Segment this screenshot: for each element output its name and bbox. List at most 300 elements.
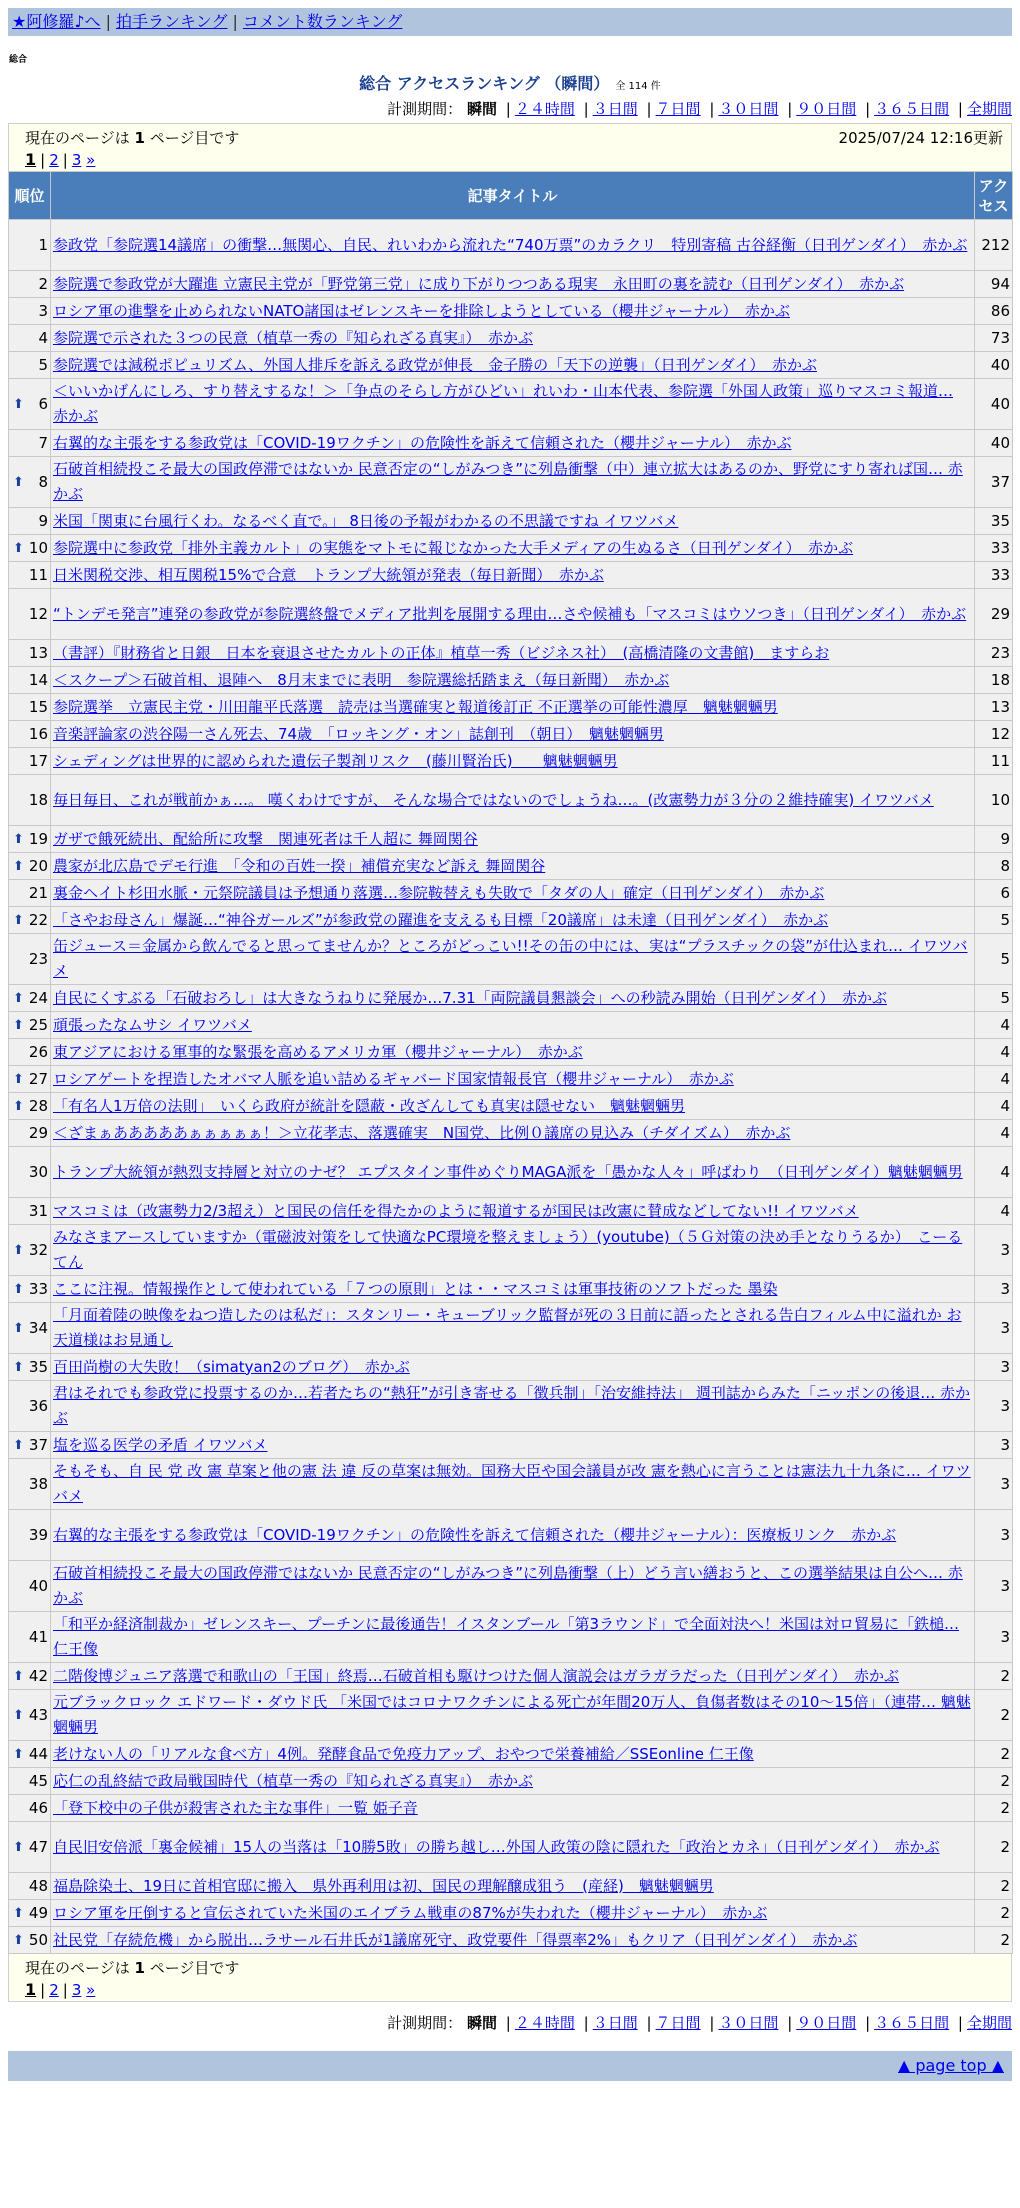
title-cell <box>51 1303 975 1354</box>
access-count: 8 <box>975 853 1013 880</box>
article-title-link[interactable]: 頑張ったなムサシ イワツバメ <box>53 1015 252 1034</box>
access-count: 3 <box>975 1432 1013 1459</box>
top-navigation-bar <box>8 8 1012 36</box>
page-current: 1 <box>25 150 37 169</box>
title-cell <box>51 880 975 907</box>
article-title-link[interactable]: 「登下校中の子供が殺害された主な事件」一覧 姫子音 <box>53 1798 418 1817</box>
access-count: 3 <box>975 1612 1013 1663</box>
up-arrow-icon: ⬆ <box>13 474 24 490</box>
period-current: 瞬間 <box>466 2014 497 2032</box>
rank-cell <box>9 1612 51 1663</box>
period-link-7d[interactable]: ７日間 <box>655 2014 701 2032</box>
article-title-link[interactable]: ＜いいかげんにしろ、すり替えするな！＞「争点のそらし方がひどい」れいわ・山本代表、参院選「外国人政策」巡りマスコミ報道… 赤かぶ <box>53 382 954 425</box>
title-cell <box>51 1741 975 1768</box>
rank-cell <box>9 1561 51 1612</box>
access-count: 212 <box>975 220 1013 271</box>
article-title-link[interactable]: 老けない人の「リアルな食べ方」4例。発酵食品で免疫力アップ、おやつで栄養補給／SSEonline 仁王像 <box>53 1744 754 1763</box>
rank-cell <box>9 1927 51 1954</box>
rank-cell <box>9 535 51 562</box>
article-title-link[interactable]: ＜スクープ＞石破首相、退陣へ 8月末までに表明 参院選総括踏まえ（毎日新聞） 赤かぶ <box>53 670 670 689</box>
access-count: 4 <box>975 1012 1013 1039</box>
table-row <box>9 694 1013 721</box>
separator: | <box>232 12 238 31</box>
article-title-link[interactable]: 石破首相続投こそ最大の国政停滞ではないか 民意否定の“しがみつき”に列島衝撃（中）連立拡大はあるのか、野党にすり寄れば国… 赤かぶ <box>53 460 963 503</box>
rank-number: 17 <box>28 751 48 770</box>
table-row <box>9 1927 1013 1954</box>
table-row <box>9 1354 1013 1381</box>
table-row <box>9 1795 1013 1822</box>
rank-number: 24 <box>28 988 48 1007</box>
rank-number: 37 <box>28 1435 48 1454</box>
rank-cell <box>9 1510 51 1561</box>
rank-cell <box>9 1690 51 1741</box>
rank-cell <box>9 589 51 640</box>
table-row <box>9 1012 1013 1039</box>
rank-number: 42 <box>28 1666 48 1685</box>
article-title-link[interactable]: 参院選で参政党が大躍進 立憲民主党が「野党第三党」に成り下がりつつある現実 永田町の裏を読む（日刊ゲンダイ） 赤かぶ <box>53 274 905 293</box>
access-count: 3 <box>975 1354 1013 1381</box>
comment-ranking-link[interactable]: コメント数ランキング <box>242 12 403 31</box>
table-row <box>9 1822 1013 1873</box>
period-link-24h[interactable]: ２４時間 <box>514 100 575 118</box>
table-row <box>9 934 1013 985</box>
title-cell <box>51 457 975 508</box>
table-row <box>9 721 1013 748</box>
title-cell <box>51 1900 975 1927</box>
article-title-link[interactable]: 参院選挙 立憲民主党・川田龍平氏落選 読売は当選確実と報道後訂正 不正選挙の可能性濃厚 魑魅魍魎男 <box>53 697 778 716</box>
title-cell <box>51 748 975 775</box>
up-arrow-icon: ⬆ <box>13 858 24 874</box>
rank-number: 36 <box>28 1396 48 1415</box>
rank-cell <box>9 1147 51 1198</box>
rank-number: 8 <box>38 472 48 491</box>
article-title-link[interactable]: みなさまアースしていますか（電磁波対策をして快適なPC環境を整えましょう）(youtube)（５Ｇ対策の決め手となりうるか） こーるてん <box>53 1228 963 1271</box>
article-title-link[interactable]: 社民党「存続危機」から脱出…ラサール石井氏が1議席死守、政党要件「得票率2%」もクリア（日刊ゲンダイ） 赤かぶ <box>53 1930 858 1949</box>
article-title-link[interactable]: 参院選で示された３つの民意（植草一秀の『知られざる真実』） 赤かぶ <box>53 328 534 347</box>
table-row <box>9 589 1013 640</box>
title-cell <box>51 562 975 589</box>
table-row <box>9 1612 1013 1663</box>
article-title-link[interactable]: 農家が北広島でデモ行進 「令和の百姓一揆」補償充実など訴え 舞岡関谷 <box>53 856 546 875</box>
rank-cell <box>9 1303 51 1354</box>
title-cell <box>51 1873 975 1900</box>
rank-cell <box>9 1768 51 1795</box>
table-row <box>9 1198 1013 1225</box>
rank-cell <box>9 562 51 589</box>
article-title-link[interactable]: 缶ジュース＝金属から飲んでると思ってませんか？ところがどっこい!!その缶の中には、実は“プラスチックの袋”が仕込まれ… イワツバメ <box>53 937 968 980</box>
article-title-link[interactable]: 自民旧安倍派「裏金候補」15人の当落は「10勝5敗」の勝ち越し…外国人政策の陰に隠れた「政治とカネ」（日刊ゲンダイ） 赤かぶ <box>53 1837 940 1856</box>
article-title-link[interactable]: そもそも、自 民 党 改 憲 草案と他の憲 法 違 反の草案は無効。国務大臣や国会議員が改 憲を熱心に言うことは憲法九十九条に… イワツバメ <box>53 1462 971 1505</box>
access-count: 6 <box>975 880 1013 907</box>
rank-cell <box>9 1225 51 1276</box>
access-count: 4 <box>975 1147 1013 1198</box>
period-link-30d[interactable]: ３０日間 <box>718 100 779 118</box>
title-cell <box>51 721 975 748</box>
article-title-link[interactable]: ロシア軍の進撃を止められないNATO諸国はゼレンスキーを排除しようとしている（櫻井ジャーナル） 赤かぶ <box>53 301 790 320</box>
article-title-link[interactable]: 「さやお母さん」爆誕…“神谷ガールズ”が参政党の躍進を支えるも目標「20議席」は未達（日刊ゲンダイ） 赤かぶ <box>53 910 829 929</box>
up-arrow-icon: ⬆ <box>13 1932 24 1948</box>
period-link-90d[interactable]: ９０日間 <box>796 100 857 118</box>
rank-number: 49 <box>28 1903 48 1922</box>
access-count: 29 <box>975 589 1013 640</box>
page-link-3[interactable]: 3 <box>71 1981 82 1999</box>
rank-cell <box>9 1012 51 1039</box>
rank-number: 22 <box>28 910 48 929</box>
rank-cell <box>9 853 51 880</box>
up-arrow-icon: ⬆ <box>13 1071 24 1087</box>
rank-cell <box>9 325 51 352</box>
access-count: 2 <box>975 1795 1013 1822</box>
access-count: 3 <box>975 1276 1013 1303</box>
rank-cell <box>9 826 51 853</box>
next-page-link[interactable]: » <box>86 151 96 169</box>
rank-cell <box>9 1354 51 1381</box>
rank-cell <box>9 1039 51 1066</box>
article-title-link[interactable]: 日米関税交渉、相互関税15%で合意 トランプ大統領が発表（毎日新聞） 赤かぶ <box>53 565 604 584</box>
rank-number: 15 <box>28 697 48 716</box>
table-row <box>9 1561 1013 1612</box>
article-title-link[interactable]: 君はそれでも参政党に投票するのか…若者たちの“熱狂”が引き寄せる「徴兵制」「治安維持法」 週刊誌からみた「ニッポンの後退… 赤かぶ <box>53 1384 970 1427</box>
rank-cell <box>9 430 51 457</box>
title-cell <box>51 1822 975 1873</box>
article-title-link[interactable]: 米国「関東に台風行くわ。なるべく直で。」 8日後の予報がわかるの不思議ですね イワツバメ <box>53 511 679 530</box>
table-row <box>9 907 1013 934</box>
up-arrow-icon: ⬆ <box>13 1017 24 1033</box>
title-cell <box>51 775 975 826</box>
rank-cell <box>9 880 51 907</box>
page-link-2[interactable]: 2 <box>49 151 59 169</box>
access-count: 4 <box>975 1120 1013 1147</box>
access-count: 37 <box>975 457 1013 508</box>
title-cell <box>51 430 975 457</box>
access-count: 4 <box>975 1198 1013 1225</box>
rank-cell <box>9 352 51 379</box>
rank-number: 1 <box>38 235 48 254</box>
table-row <box>9 535 1013 562</box>
table-row <box>9 1276 1013 1303</box>
rank-number: 18 <box>28 790 48 809</box>
access-count: 2 <box>975 1900 1013 1927</box>
page-current: 1 <box>25 1980 37 1999</box>
title-cell <box>51 1795 975 1822</box>
up-arrow-icon: ⬆ <box>13 1707 24 1723</box>
period-link-365d[interactable]: ３６５日間 <box>874 2014 950 2032</box>
period-link-all[interactable]: 全期間 <box>966 100 1012 118</box>
up-arrow-icon: ⬆ <box>13 1098 24 1114</box>
article-title-link[interactable]: 自民にくすぶる「石破おろし」は大きなうねりに発展か…7.31「両院議員懇談会」への秒読み開始（日刊ゲンダイ） 赤かぶ <box>53 988 887 1007</box>
title-cell <box>51 1432 975 1459</box>
rank-cell <box>9 1066 51 1093</box>
home-link[interactable]: ★阿修羅♪へ <box>12 12 101 31</box>
period-link-3d[interactable]: ３日間 <box>592 2014 638 2032</box>
access-count: 3 <box>975 1561 1013 1612</box>
title-cell <box>51 1147 975 1198</box>
rank-number: 44 <box>28 1744 48 1763</box>
article-title-link[interactable]: 裏金ヘイト杉田水脈・元祭院議員は予想通り落選…参院鞍替えも失敗で「タダの人」確定（日刊ゲンダイ） 赤かぶ <box>53 883 825 902</box>
rank-number: 29 <box>28 1123 48 1142</box>
period-link-24h[interactable]: ２４時間 <box>514 2014 575 2032</box>
separator: | <box>105 12 111 31</box>
rank-cell <box>9 1276 51 1303</box>
rank-cell <box>9 1120 51 1147</box>
rank-number: 13 <box>28 643 48 662</box>
rank-number: 6 <box>38 394 48 413</box>
table-row <box>9 1873 1013 1900</box>
title-cell <box>51 1381 975 1432</box>
rank-number: 35 <box>28 1357 48 1376</box>
title-cell <box>51 1927 975 1954</box>
access-count: 5 <box>975 985 1013 1012</box>
table-row <box>9 1432 1013 1459</box>
page-top-link[interactable]: ▲ page top ▲ <box>897 2056 1004 2075</box>
period-current: 瞬間 <box>466 100 497 118</box>
title-cell <box>51 694 975 721</box>
rank-number: 21 <box>28 883 48 902</box>
article-title-link[interactable]: 「有名人1万倍の法則」 いくら政府が統計を隠蔽・改ざんしても真実は隠せない 魑魅魍魎男 <box>53 1096 686 1115</box>
title-cell <box>51 1276 975 1303</box>
title-cell <box>51 271 975 298</box>
access-count: 2 <box>975 1873 1013 1900</box>
access-count: 12 <box>975 721 1013 748</box>
rank-number: 31 <box>28 1201 48 1220</box>
pager-bottom <box>8 1954 1012 2002</box>
page-title-text: 総合 アクセスランキング （瞬間） <box>359 74 610 93</box>
article-title-link[interactable]: 福島除染土、19日に首相官邸に搬入 県外再利用は初、国民の理解醸成狙う (産経) 魑魅魍魎男 <box>53 1876 714 1895</box>
rank-cell <box>9 1432 51 1459</box>
title-cell <box>51 325 975 352</box>
article-title-link[interactable]: ロシア軍を圧倒すると宣伝されていた米国のエイブラム戦車の87%が失われた（櫻井ジャーナル） 赤かぶ <box>53 1903 768 1922</box>
up-arrow-icon: ⬆ <box>13 1905 24 1921</box>
article-title-link[interactable]: 塩を巡る医学の矛盾 イワツバメ <box>53 1435 268 1454</box>
table-row <box>9 985 1013 1012</box>
rank-number: 41 <box>28 1627 48 1646</box>
title-cell <box>51 1612 975 1663</box>
period-label: 計測期間： <box>387 100 463 118</box>
article-title-link[interactable]: 右翼的な主張をする参政党は「COVID-19ワクチン」の危険性を訴えて信頼された（櫻井ジャーナル） 赤かぶ <box>53 433 792 452</box>
rank-cell <box>9 1093 51 1120</box>
rank-cell <box>9 694 51 721</box>
article-title-link[interactable]: ガザで餓死続出、配給所に攻撃 関連死者は千人超に 舞岡関谷 <box>53 829 478 848</box>
rank-number: 3 <box>38 301 48 320</box>
article-title-link[interactable]: 元ブラックロック エドワード・ダウド氏 「米国ではコロナワクチンによる死亡が年間20万人、負傷者数はその10～15倍」（連帯… 魑魅魍魎男 <box>53 1693 971 1736</box>
col-header-rank: 順位 <box>9 172 51 220</box>
rank-cell <box>9 1198 51 1225</box>
table-row <box>9 1741 1013 1768</box>
title-cell <box>51 220 975 271</box>
title-cell <box>51 589 975 640</box>
article-title-link[interactable]: シェディングは世界的に認められた遺伝子製剤リスク (藤川賢治氏) 魑魅魍魎男 <box>53 751 618 770</box>
next-page-link[interactable]: » <box>86 1981 96 1999</box>
title-cell <box>51 934 975 985</box>
table-row <box>9 271 1013 298</box>
table-row <box>9 667 1013 694</box>
rank-number: 10 <box>28 538 48 557</box>
rank-cell <box>9 667 51 694</box>
up-arrow-icon: ⬆ <box>13 1359 24 1375</box>
access-count: 2 <box>975 1822 1013 1873</box>
title-cell <box>51 985 975 1012</box>
access-count: 4 <box>975 1093 1013 1120</box>
rank-number: 9 <box>38 511 48 530</box>
rank-number: 39 <box>28 1525 48 1544</box>
article-title-link[interactable]: ロシアゲートを捏造したオバマ人脈を追い詰めるギャバード国家情報長官（櫻井ジャーナル） 赤かぶ <box>53 1069 734 1088</box>
access-count: 4 <box>975 1066 1013 1093</box>
period-link-3d[interactable]: ３日間 <box>592 100 638 118</box>
article-title-link[interactable]: （書評）『財務省と日銀 日本を衰退させたカルトの正体』植草一秀（ビジネス社） (高橋清隆の文書館) ますらお <box>53 643 830 662</box>
up-arrow-icon: ⬆ <box>13 540 24 556</box>
article-title-link[interactable]: 二階俊博ジュニア落選で和歌山の「王国」終焉…石破首相も駆けつけた個人演説会はガラガラだった（日刊ゲンダイ） 赤かぶ <box>53 1666 900 1685</box>
article-title-link[interactable]: 音楽評論家の渋谷陽一さん死去、74歳 「ロッキング・オン」誌創刊 （朝日） 魑魅魍魎男 <box>53 724 664 743</box>
article-title-link[interactable]: 「和平か経済制裁か」ゼレンスキー、プーチンに最後通告！イスタンブール「第3ラウンド」で全面対決へ！米国は対ロ貿易に「鉄槌… 仁王像 <box>53 1615 960 1658</box>
rank-number: 23 <box>28 949 48 968</box>
rank-cell <box>9 1873 51 1900</box>
up-arrow-icon: ⬆ <box>13 1437 24 1453</box>
rank-number: 26 <box>28 1042 48 1061</box>
table-row <box>9 1510 1013 1561</box>
rank-cell <box>9 1900 51 1927</box>
access-count: 3 <box>975 1225 1013 1276</box>
access-count: 13 <box>975 694 1013 721</box>
access-count: 11 <box>975 748 1013 775</box>
table-row <box>9 748 1013 775</box>
up-arrow-icon: ⬆ <box>13 831 24 847</box>
up-arrow-icon: ⬆ <box>13 1668 24 1684</box>
rank-number: 40 <box>28 1576 48 1595</box>
rank-cell <box>9 934 51 985</box>
rank-number: 16 <box>28 724 48 743</box>
article-title-link[interactable]: 右翼的な主張をする参政党は「COVID-19ワクチン」の危険性を訴えて信頼された（櫻井ジャーナル）：医療板リンク 赤かぶ <box>53 1525 897 1544</box>
access-count: 3 <box>975 1381 1013 1432</box>
title-cell <box>51 379 975 430</box>
article-title-link[interactable]: ＜ざまぁあああああぁぁぁぁぁ！＞立花孝志、落選確実 N国党、比例０議席の見込み（チダイズム） 赤かぶ <box>53 1123 791 1142</box>
access-count: 3 <box>975 1459 1013 1510</box>
access-count: 86 <box>975 298 1013 325</box>
title-cell <box>51 667 975 694</box>
section-label: 総合 <box>9 55 28 65</box>
period-selector: 計測期間： 瞬間 | ２４時間 | ３日間 | ７日間 | ３０日間 | ９０日間 | ３６５日間 | 全期間 <box>387 100 1012 118</box>
article-title-link[interactable]: 毎日毎日、これが戦前かぁ…。 嘆くわけですが、 そんな場合ではないのでしょうね…。(改憲勢力が３分の２維持確実) イワツバメ <box>53 790 934 809</box>
up-arrow-icon: ⬆ <box>13 1746 24 1762</box>
access-count: 2 <box>975 1741 1013 1768</box>
rank-number: 12 <box>28 604 48 623</box>
article-title-link[interactable]: 参政党「参院選14議席」の衝撃…無関心、自民、れいわから流れた“740万票”のカラクリ 特別寄稿 古谷経衡（日刊ゲンダイ） 赤かぶ <box>53 235 968 254</box>
rank-cell <box>9 1459 51 1510</box>
page-link-2[interactable]: 2 <box>49 1981 59 1999</box>
rank-number: 25 <box>28 1015 48 1034</box>
article-title-link[interactable]: マスコミは（改憲勢力2/3超え）と国民の信任を得たかのように報道するが国民は改憲に賛成などしてない!! イワツバメ <box>53 1201 859 1220</box>
title-cell <box>51 1690 975 1741</box>
article-title-link[interactable]: 石破首相続投こそ最大の国政停滞ではないか 民意否定の“しがみつき”に列島衝撃（上）どう言い繕おうと、この選挙結果は自公へ… 赤かぶ <box>53 1564 963 1607</box>
article-title-link[interactable]: 東アジアにおける軍事的な緊張を高めるアメリカ軍（櫻井ジャーナル） 赤かぶ <box>53 1042 583 1061</box>
article-title-link[interactable]: 応仁の乱終結で政局戦国時代（植草一秀の『知られざる真実』） 赤かぶ <box>53 1771 534 1790</box>
up-arrow-icon: ⬆ <box>13 1839 24 1855</box>
rank-cell <box>9 985 51 1012</box>
rank-number: 33 <box>28 1279 48 1298</box>
rank-number: 48 <box>28 1876 48 1895</box>
title-cell <box>51 352 975 379</box>
table-row <box>9 640 1013 667</box>
title-cell <box>51 640 975 667</box>
footer-bar <box>8 2051 1012 2081</box>
title-cell <box>51 298 975 325</box>
rank-number: 5 <box>38 355 48 374</box>
rank-number: 46 <box>28 1798 48 1817</box>
rank-cell <box>9 721 51 748</box>
article-title-link[interactable]: 「月面着陸の映像をねつ造したのは私だ」：スタンリー・キューブリック監督が死の３日前に語ったとされる告白フィルム中に溢れか お天道様はお見通し <box>53 1306 962 1349</box>
period-link-365d[interactable]: ３６５日間 <box>874 100 950 118</box>
article-title-link[interactable]: 参院選中に参政党「排外主義カルト」の実態をマトモに報じなかった大手メディアの生ぬるさ（日刊ゲンダイ） 赤かぶ <box>53 538 854 557</box>
article-title-link[interactable]: 百田尚樹の大失敗！（simatyan2のブログ） 赤かぶ <box>53 1357 410 1376</box>
item-count: 全 114 件 <box>615 81 661 92</box>
access-count: 9 <box>975 826 1013 853</box>
up-arrow-icon: ⬆ <box>13 396 24 412</box>
period-link-all[interactable]: 全期間 <box>966 2014 1012 2032</box>
rank-number: 45 <box>28 1771 48 1790</box>
table-row <box>9 379 1013 430</box>
up-arrow-icon: ⬆ <box>13 912 24 928</box>
rank-cell <box>9 220 51 271</box>
access-count: 4 <box>975 1039 1013 1066</box>
table-row <box>9 325 1013 352</box>
period-link-30d[interactable]: ３０日間 <box>718 2014 779 2032</box>
article-title-link[interactable]: トランプ大統領が熱烈支持層と対立のナゼ？ エプスタイン事件めぐりMAGA派を「愚かな人々」呼ばわり （日刊ゲンダイ）魑魅魍魎男 <box>53 1162 963 1181</box>
access-count: 2 <box>975 1663 1013 1690</box>
title-cell <box>51 853 975 880</box>
table-row <box>9 457 1013 508</box>
up-arrow-icon: ⬆ <box>13 990 24 1006</box>
article-title-link[interactable]: 参院選では減税ポピュリズム、外国人排斥を訴える政党が伸長 金子勝の「天下の逆襲」（日刊ゲンダイ） 赤かぶ <box>53 355 817 374</box>
period-link-7d[interactable]: ７日間 <box>655 100 701 118</box>
period-selector-bottom: 計測期間： 瞬間 | ２４時間 | ３日間 | ７日間 | ３０日間 | ９０日間 | ３６５日間 | 全期間 <box>387 2014 1012 2032</box>
period-link-90d[interactable]: ９０日間 <box>796 2014 857 2032</box>
up-arrow-icon: ⬆ <box>13 1281 24 1297</box>
page-link-3[interactable]: 3 <box>71 151 82 169</box>
access-count: 40 <box>975 352 1013 379</box>
title-cell <box>51 1120 975 1147</box>
access-count: 40 <box>975 379 1013 430</box>
col-header-title: 記事タイトル <box>51 172 975 220</box>
rank-number: 27 <box>28 1069 48 1088</box>
title-cell <box>51 1198 975 1225</box>
table-row <box>9 1039 1013 1066</box>
access-count: 23 <box>975 640 1013 667</box>
rank-number: 43 <box>28 1705 48 1724</box>
rank-number: 47 <box>28 1837 48 1856</box>
table-row <box>9 826 1013 853</box>
rank-number: 2 <box>38 274 48 293</box>
article-title-link[interactable]: ここに注視。情報操作として使われている「７つの原則」とは・・マスコミは軍事技術のソフトだった 墨染 <box>53 1279 778 1298</box>
access-count: 33 <box>975 535 1013 562</box>
rank-number: 19 <box>28 829 48 848</box>
article-title-link[interactable]: “トンデモ発言”連発の参政党が参院選終盤でメディア批判を展開する理由…さや候補も「マスコミはウソつき」（日刊ゲンダイ） 赤かぶ <box>53 604 967 623</box>
rank-cell <box>9 775 51 826</box>
table-row <box>9 1303 1013 1354</box>
period-label: 計測期間： <box>387 2014 463 2032</box>
rank-number: 28 <box>28 1096 48 1115</box>
table-row <box>9 1459 1013 1510</box>
rank-number: 14 <box>28 670 48 689</box>
col-header-access: アクセス <box>975 172 1013 220</box>
clap-ranking-link[interactable]: 拍手ランキング <box>115 12 228 31</box>
access-count: 5 <box>975 907 1013 934</box>
table-row <box>9 1900 1013 1927</box>
table-row <box>9 1381 1013 1432</box>
access-count: 18 <box>975 667 1013 694</box>
title-cell <box>51 508 975 535</box>
rank-cell <box>9 1795 51 1822</box>
rank-cell <box>9 1381 51 1432</box>
access-count: 10 <box>975 775 1013 826</box>
